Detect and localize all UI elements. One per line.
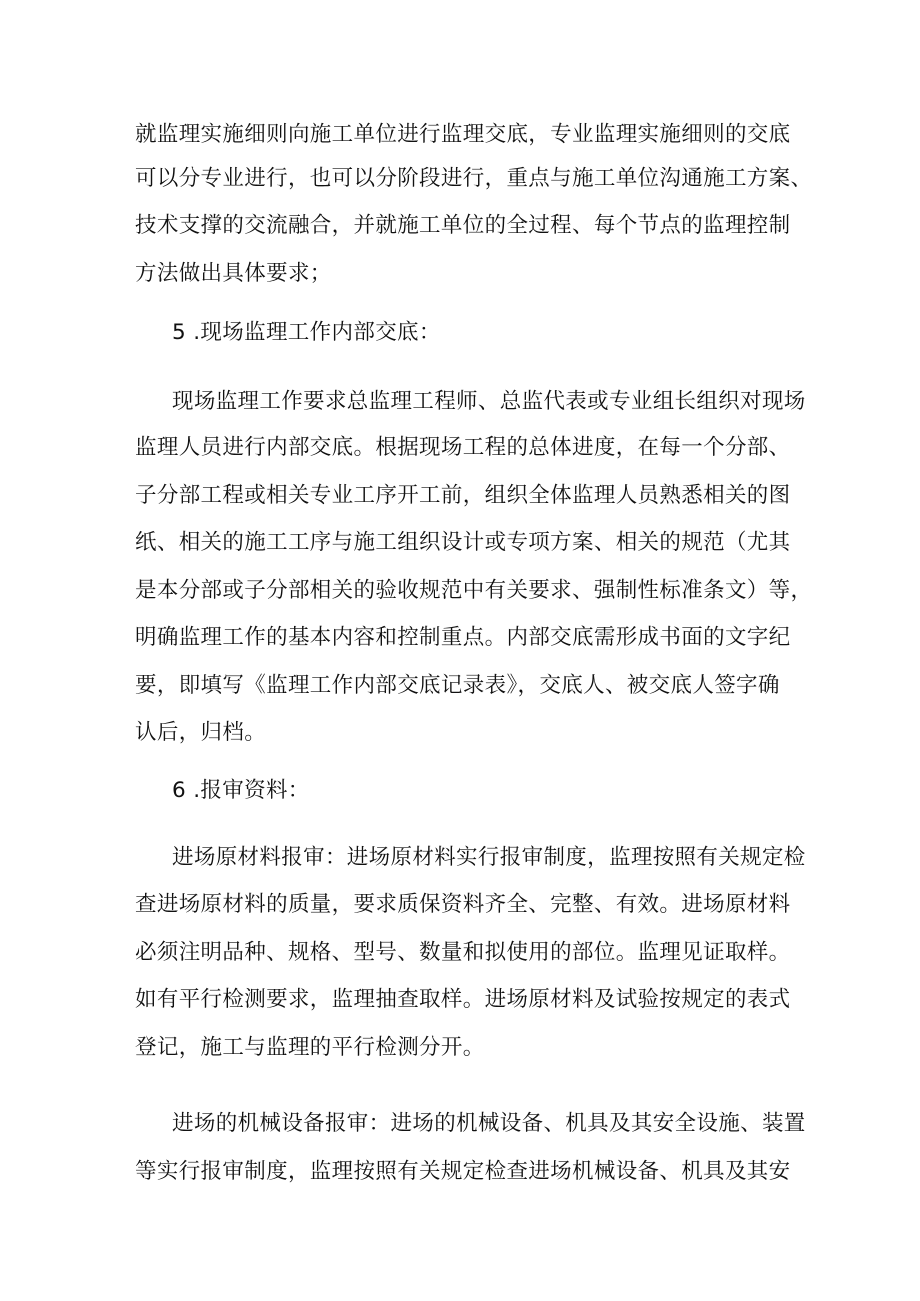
text-line: 纸、相关的施工工序与施工组织设计或专项方案、相关的规范（尤其	[135, 530, 791, 555]
text-line: 等实行报审制度，监理按照有关规定检查进场机械设备、机具及其安	[135, 1159, 791, 1184]
text-line: 查进场原材料的质量，要求质保资料齐全、完整、有效。进场原材料	[135, 892, 791, 917]
text-line: 明确监理工作的基本内容和控制重点。内部交底需形成书面的文字纪	[135, 625, 791, 650]
text-line: 监理人员进行内部交底。根据现场工程的总体进度，在每一个分部、	[135, 435, 791, 460]
text-line: 现场监理工作要求总监理工程师、总监代表或专业组长组织对现场	[172, 389, 806, 414]
section-heading-5: 5 .现场监理工作内部交底：	[172, 320, 441, 345]
text-line: 要，即填写《监理工作内部交底记录表》，交底人、被交底人签字确	[135, 673, 780, 698]
text-line: 必须注明品种、规格、型号、数量和拟使用的部位。监理见证取样。	[135, 940, 791, 965]
text-line: 如有平行检测要求，监理抽查取样。进场原材料及试验按规定的表式	[135, 987, 791, 1012]
text-line: 可以分专业进行，也可以分阶段进行，重点与施工单位沟通施工方案、	[135, 166, 813, 191]
text-line: 进场的机械设备报审：进场的机械设备、机具及其安全设施、装置	[172, 1111, 806, 1136]
text-line: 就监理实施细则向施工单位进行监理交底，专业监理实施细则的交底	[135, 122, 791, 147]
text-line: 技术支撑的交流融合，并就施工单位的全过程、每个节点的监理控制	[135, 213, 791, 238]
text-line: 进场原材料报审：进场原材料实行报审制度，监理按照有关规定检	[172, 845, 806, 870]
text-line: 子分部工程或相关专业工序开工前，组织全体监理人员熟悉相关的图	[135, 483, 791, 508]
text-line: 方法做出具体要求；	[135, 261, 332, 286]
text-line: 是本分部或子分部相关的验收规范中有关要求、强制性标准条文）等，	[135, 578, 813, 603]
text-line: 登记，施工与监理的平行检测分开。	[135, 1035, 485, 1060]
text-line: 认后，归档。	[135, 720, 267, 745]
section-heading-6: 6 .报审资料：	[172, 778, 310, 803]
